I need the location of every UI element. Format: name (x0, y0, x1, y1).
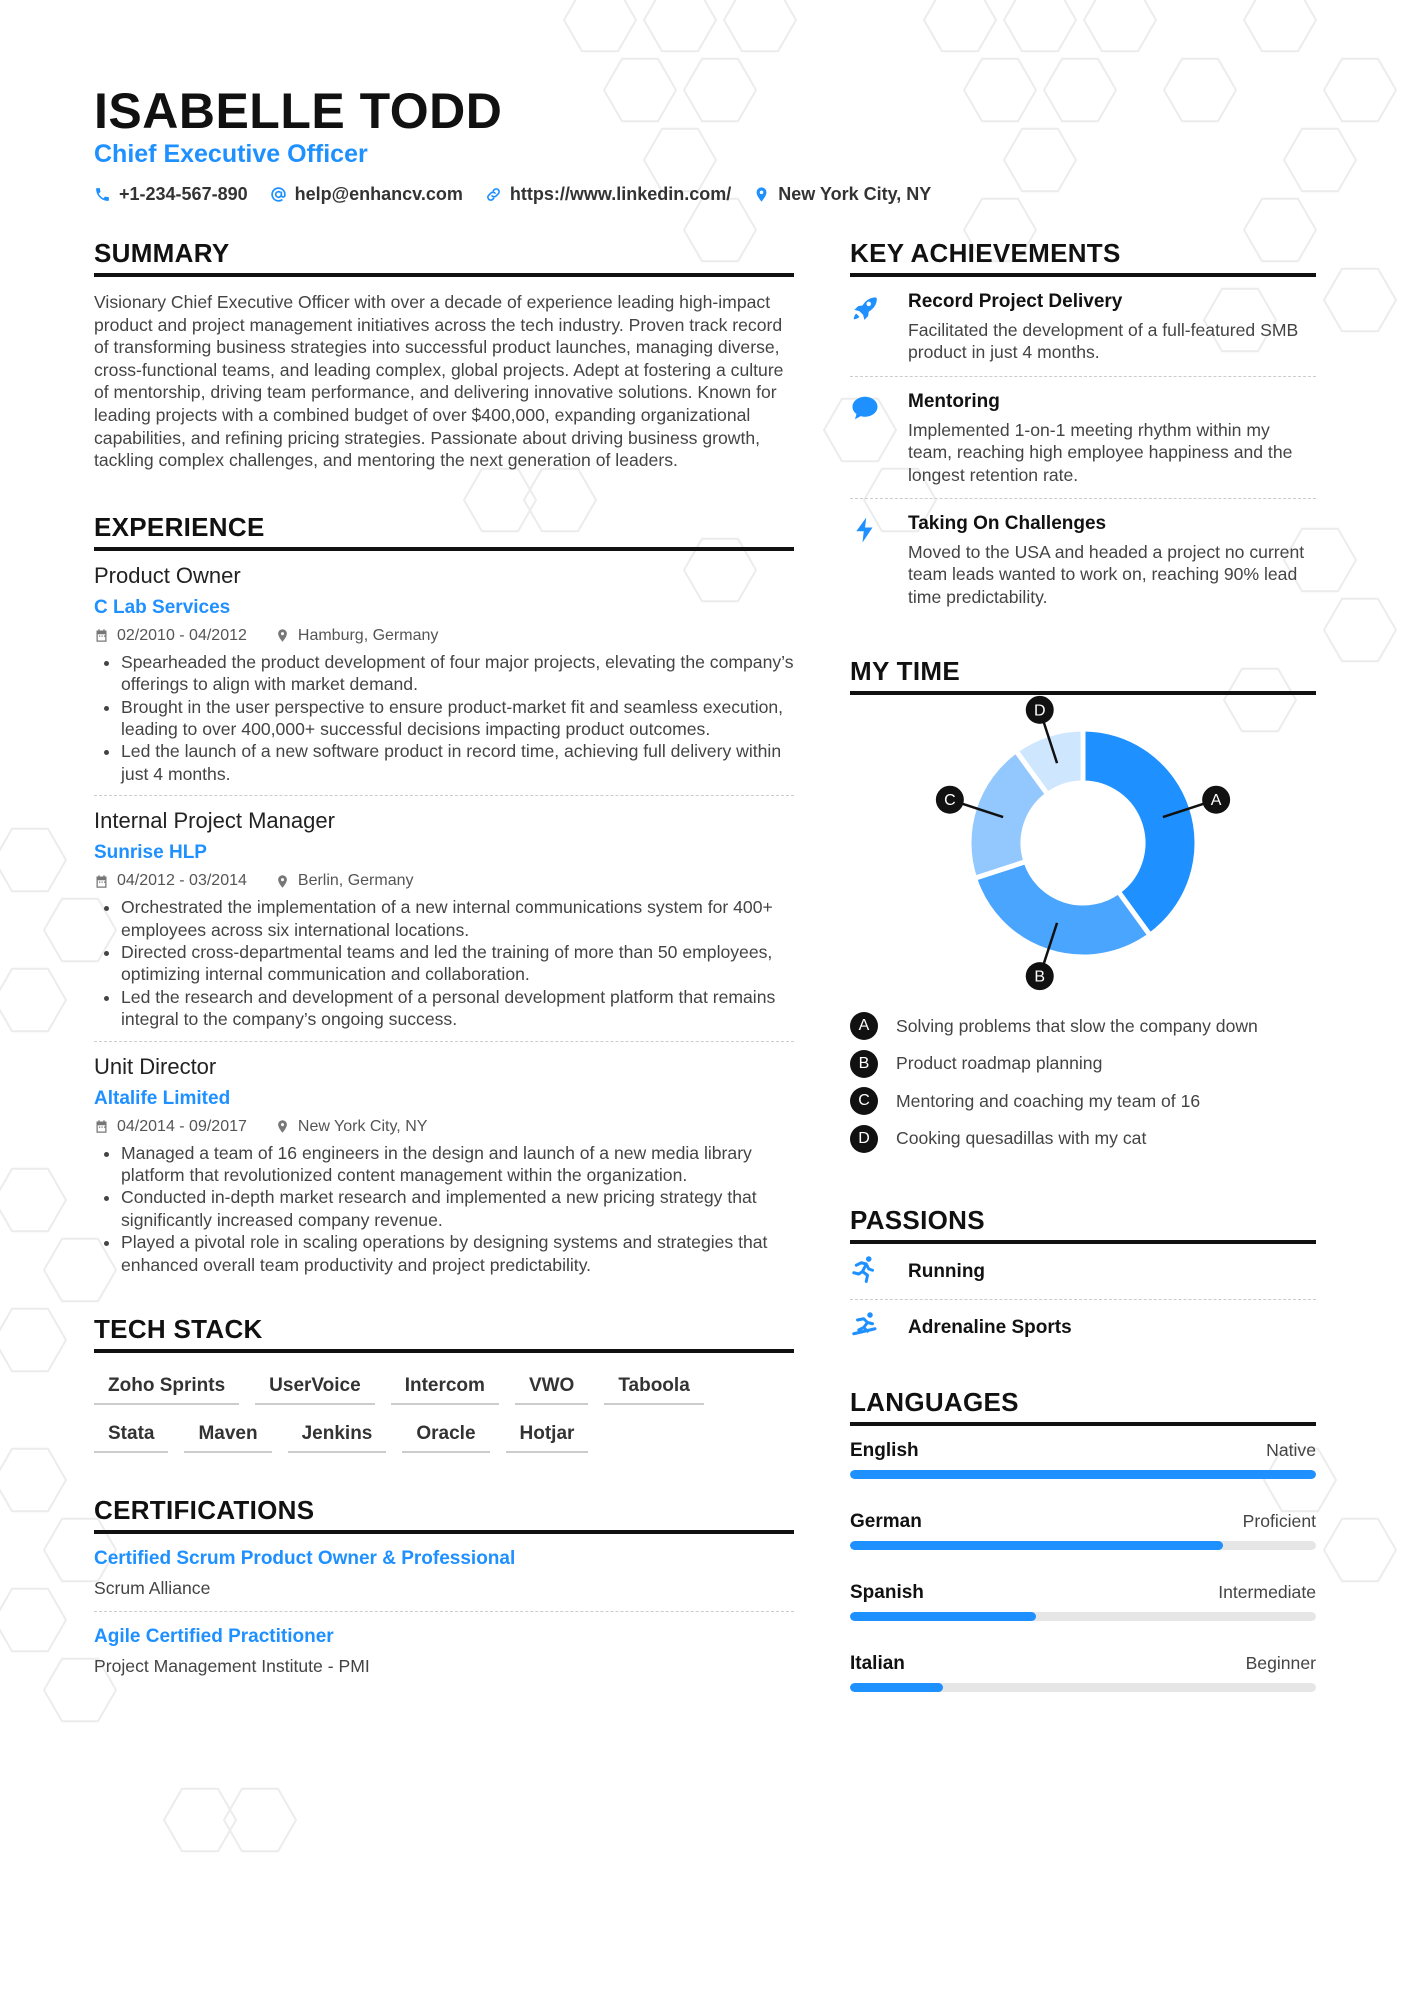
job-dates-text: 02/2010 - 04/2012 (117, 626, 247, 644)
legend-badge: B (850, 1050, 878, 1078)
tech-tag: Taboola (604, 1375, 703, 1405)
legend-badge: C (850, 1087, 878, 1115)
legend-item (850, 1120, 1316, 1158)
job-dates (94, 627, 247, 645)
donut-callout-label: C (944, 792, 956, 810)
job-title: Product Owner (94, 562, 241, 588)
contact-phone[interactable] (94, 184, 248, 205)
legend-item (850, 1007, 1316, 1045)
job-meta (94, 872, 794, 890)
certification-issuer: Scrum Alliance (94, 1578, 211, 1599)
speech-bubble-icon (850, 393, 880, 423)
language-name: English (850, 1440, 919, 1462)
candidate-role: Chief Executive Officer (94, 140, 368, 168)
tech-stack-section (94, 1314, 794, 1453)
donut-slice-b (975, 862, 1150, 957)
proficiency-fill (850, 1612, 1036, 1621)
location-pin-icon (275, 628, 290, 643)
language-entry (850, 1653, 1316, 1692)
calendar-icon (94, 628, 109, 643)
snowboarding-icon (850, 1310, 880, 1340)
donut-callout-label: D (1033, 702, 1046, 720)
right-column (850, 238, 1316, 1692)
location-pin-icon (275, 1119, 290, 1134)
phone-icon (94, 186, 111, 203)
job-dates-text: 04/2012 - 03/2014 (117, 872, 247, 890)
achievement-desc: Facilitated the development of a full-featured SMB product in just 4 months. (908, 320, 1299, 363)
job-location (275, 872, 414, 890)
job-bullet: • Managed a team of 16 engineers in the design and launch of a new media library platform that revolutionized content management within the organization. (121, 1142, 794, 1187)
job-entry (94, 551, 794, 796)
job-bullet: • Played a pivotal role in scaling operations by designing systems and strategies that enhanced overall team productivity and project predictability. (121, 1231, 794, 1276)
donut-callout-label: A (1210, 792, 1222, 810)
certification-entry (94, 1534, 794, 1612)
achievement-body (908, 391, 1316, 486)
legend-item (850, 1045, 1316, 1083)
contact-phone-text: +1-234-567-890 (119, 184, 248, 204)
language-name: German (850, 1511, 922, 1533)
summary-text: Visionary Chief Executive Officer with over a decade of experience leading high-impact product and project management initiatives across the tech industry. Proven track record of transforming business strategies into successful product launches, managing diverse, cross-functional teams, and leading complex, global projects. Adept at fostering a culture of mentorship, driving team performance, and delivering innovative solutions. Known for leading projects with a combined budget of over $400,000, expanding organizational capabilities, and refining pricing strategies. Passionate about driving business growth, tackling complex challenges, and mentoring the next generation of leaders. (94, 292, 784, 471)
job-meta (94, 1118, 794, 1136)
job-title: Unit Director (94, 1053, 217, 1079)
donut-chart (850, 695, 1316, 995)
job-entry (94, 1042, 794, 1286)
job-bullets (94, 651, 794, 785)
passion-icon-wrap (850, 1254, 908, 1289)
language-row (850, 1653, 1316, 1675)
achievement-title: Mentoring (908, 390, 1000, 412)
legend-badge: A (850, 1012, 878, 1040)
achievements-section (850, 238, 1316, 620)
language-row (850, 1440, 1316, 1462)
languages-section (850, 1387, 1316, 1692)
contact-linkedin-text: https://www.linkedin.com/ (509, 184, 732, 204)
language-list (850, 1440, 1316, 1692)
achievement-desc: Moved to the USA and headed a project no current team leads wanted to work on, reaching 90% lead time predictability. (908, 542, 1305, 607)
language-name: Spanish (850, 1582, 924, 1604)
language-row (850, 1511, 1316, 1533)
contact-email-text: help@enhancv.com (294, 184, 463, 204)
job-bullet: • Led the launch of a new software product in record time, achieving full delivery within just 4 months. (121, 740, 794, 785)
proficiency-bar (850, 1683, 1316, 1692)
company-name: Sunrise HLP (94, 842, 207, 864)
company-name: Altalife Limited (94, 1087, 231, 1109)
link-icon (485, 186, 502, 203)
experience-section (94, 512, 794, 1286)
experience-heading: EXPERIENCE (94, 512, 794, 551)
proficiency-bar (850, 1612, 1316, 1621)
passion-icon-wrap (850, 1310, 908, 1345)
achievement-body (908, 291, 1316, 364)
job-entry (94, 796, 794, 1041)
language-level: Proficient (1242, 1511, 1316, 1532)
contact-location (753, 184, 931, 205)
language-level: Beginner (1245, 1653, 1316, 1674)
achievement-body (908, 513, 1316, 608)
achievement-entry (850, 277, 1316, 377)
achievement-icon-wrap (850, 291, 908, 364)
job-dates (94, 1118, 247, 1136)
language-entry (850, 1582, 1316, 1621)
tech-stack-tags (94, 1375, 794, 1453)
tech-tag: VWO (515, 1375, 588, 1405)
job-bullets (94, 896, 794, 1030)
time-legend (850, 1007, 1316, 1157)
job-dates (94, 872, 247, 890)
job-bullet: • Orchestrated the implementation of a new internal communications system for 400+ employees across six international locations. (121, 896, 794, 941)
contact-location-text: New York City, NY (778, 184, 932, 204)
calendar-icon (94, 1119, 109, 1134)
location-pin-icon (275, 874, 290, 889)
legend-badge: D (850, 1125, 878, 1153)
certification-name: Agile Certified Practitioner (94, 1626, 334, 1648)
tech-tag: Stata (94, 1423, 168, 1453)
job-bullet: • Spearheaded the product development of four major projects, elevating the company’s offerings to align with market demand. (121, 651, 794, 696)
job-location-text: New York City, NY (297, 1117, 428, 1135)
certifications-heading: CERTIFICATIONS (94, 1495, 794, 1534)
language-entry (850, 1511, 1316, 1550)
tech-stack-heading: TECH STACK (94, 1314, 794, 1353)
certifications-section (94, 1495, 794, 1689)
my-time-section (850, 656, 1316, 1157)
proficiency-fill (850, 1541, 1223, 1550)
tech-tag: Zoho Sprints (94, 1375, 239, 1405)
proficiency-bar (850, 1541, 1316, 1550)
job-title: Internal Project Manager (94, 808, 335, 834)
legend-item (850, 1082, 1316, 1120)
company-name: C Lab Services (94, 596, 231, 618)
passion-entry (850, 1244, 1316, 1300)
job-dates-text: 04/2014 - 09/2017 (117, 1117, 247, 1135)
tech-tag: Jenkins (288, 1423, 387, 1453)
achievement-desc: Implemented 1-on-1 meeting rhythm within my team, reaching high employee happiness and the longest retention rate. (908, 419, 1293, 485)
passions-section (850, 1205, 1316, 1355)
language-name: Italian (850, 1653, 905, 1675)
legend-label: Product roadmap planning (896, 1053, 1103, 1073)
lightning-bolt-icon (850, 515, 880, 545)
proficiency-fill (850, 1683, 943, 1692)
achievements-heading: KEY ACHIEVEMENTS (850, 238, 1316, 277)
candidate-name: ISABELLE TODD (94, 83, 503, 139)
passion-label: Adrenaline Sports (908, 1316, 1072, 1338)
contact-email[interactable] (270, 184, 463, 205)
language-entry (850, 1440, 1316, 1479)
languages-heading: LANGUAGES (850, 1387, 1316, 1426)
achievement-title: Taking On Challenges (908, 513, 1107, 535)
donut-callout-label: B (1034, 968, 1046, 986)
tech-tag: Oracle (402, 1423, 489, 1453)
contact-linkedin[interactable] (485, 184, 731, 205)
summary-heading: SUMMARY (94, 238, 794, 277)
running-icon (850, 1254, 880, 1284)
achievement-icon-wrap (850, 391, 908, 486)
passions-heading: PASSIONS (850, 1205, 1316, 1244)
legend-label: Mentoring and coaching my team of 16 (896, 1090, 1201, 1111)
donut-chart-wrap (850, 695, 1316, 995)
proficiency-bar (850, 1470, 1316, 1479)
job-list (94, 551, 794, 1286)
passion-label: Running (908, 1260, 986, 1282)
job-location (275, 627, 439, 645)
job-bullet: • Led the research and development of a personal development platform that remains integral to the company’s ongoing success. (121, 986, 794, 1031)
location-pin-icon (753, 186, 770, 203)
proficiency-fill (850, 1470, 1316, 1479)
achievement-entry (850, 377, 1316, 499)
tech-tag: Intercom (391, 1375, 499, 1405)
tech-tag: Hotjar (506, 1423, 589, 1453)
job-location (275, 1118, 428, 1136)
achievement-title: Record Project Delivery (908, 291, 1123, 312)
job-location-text: Hamburg, Germany (297, 626, 439, 644)
my-time-heading: MY TIME (850, 656, 1316, 695)
job-bullet: • Conducted in-depth market research and implemented a new pricing strategy that significantly increased company revenue. (121, 1186, 794, 1231)
language-row (850, 1582, 1316, 1604)
job-meta (94, 627, 794, 645)
achievement-entry (850, 499, 1316, 620)
left-column (94, 238, 794, 1689)
tech-tag: UserVoice (255, 1375, 375, 1405)
certification-issuer: Project Management Institute - PMI (94, 1656, 370, 1677)
job-bullets (94, 1142, 794, 1276)
passion-entry (850, 1300, 1316, 1355)
calendar-icon (94, 874, 109, 889)
achievement-icon-wrap (850, 513, 908, 608)
language-level: Intermediate (1218, 1582, 1316, 1603)
language-level: Native (1266, 1440, 1316, 1461)
certification-entry (94, 1612, 794, 1689)
job-bullet: • Brought in the user perspective to ensure product-market fit and seamless execution, leading to over 400,000+ successful decisions impacting product outcomes. (121, 696, 794, 741)
at-icon (270, 186, 287, 203)
certification-name: Certified Scrum Product Owner & Professional (94, 1548, 516, 1570)
contact-bar (94, 184, 931, 205)
summary-section (94, 238, 794, 472)
job-location-text: Berlin, Germany (297, 872, 414, 890)
tech-tag: Maven (184, 1423, 271, 1453)
legend-label: Cooking quesadillas with my cat (896, 1128, 1147, 1148)
legend-label: Solving problems that slow the company down (896, 1015, 1258, 1036)
job-bullet: • Directed cross-departmental teams and led the training of more than 50 employees, optimizing internal communication and collaboration. (121, 941, 794, 986)
rocket-icon (850, 293, 880, 323)
